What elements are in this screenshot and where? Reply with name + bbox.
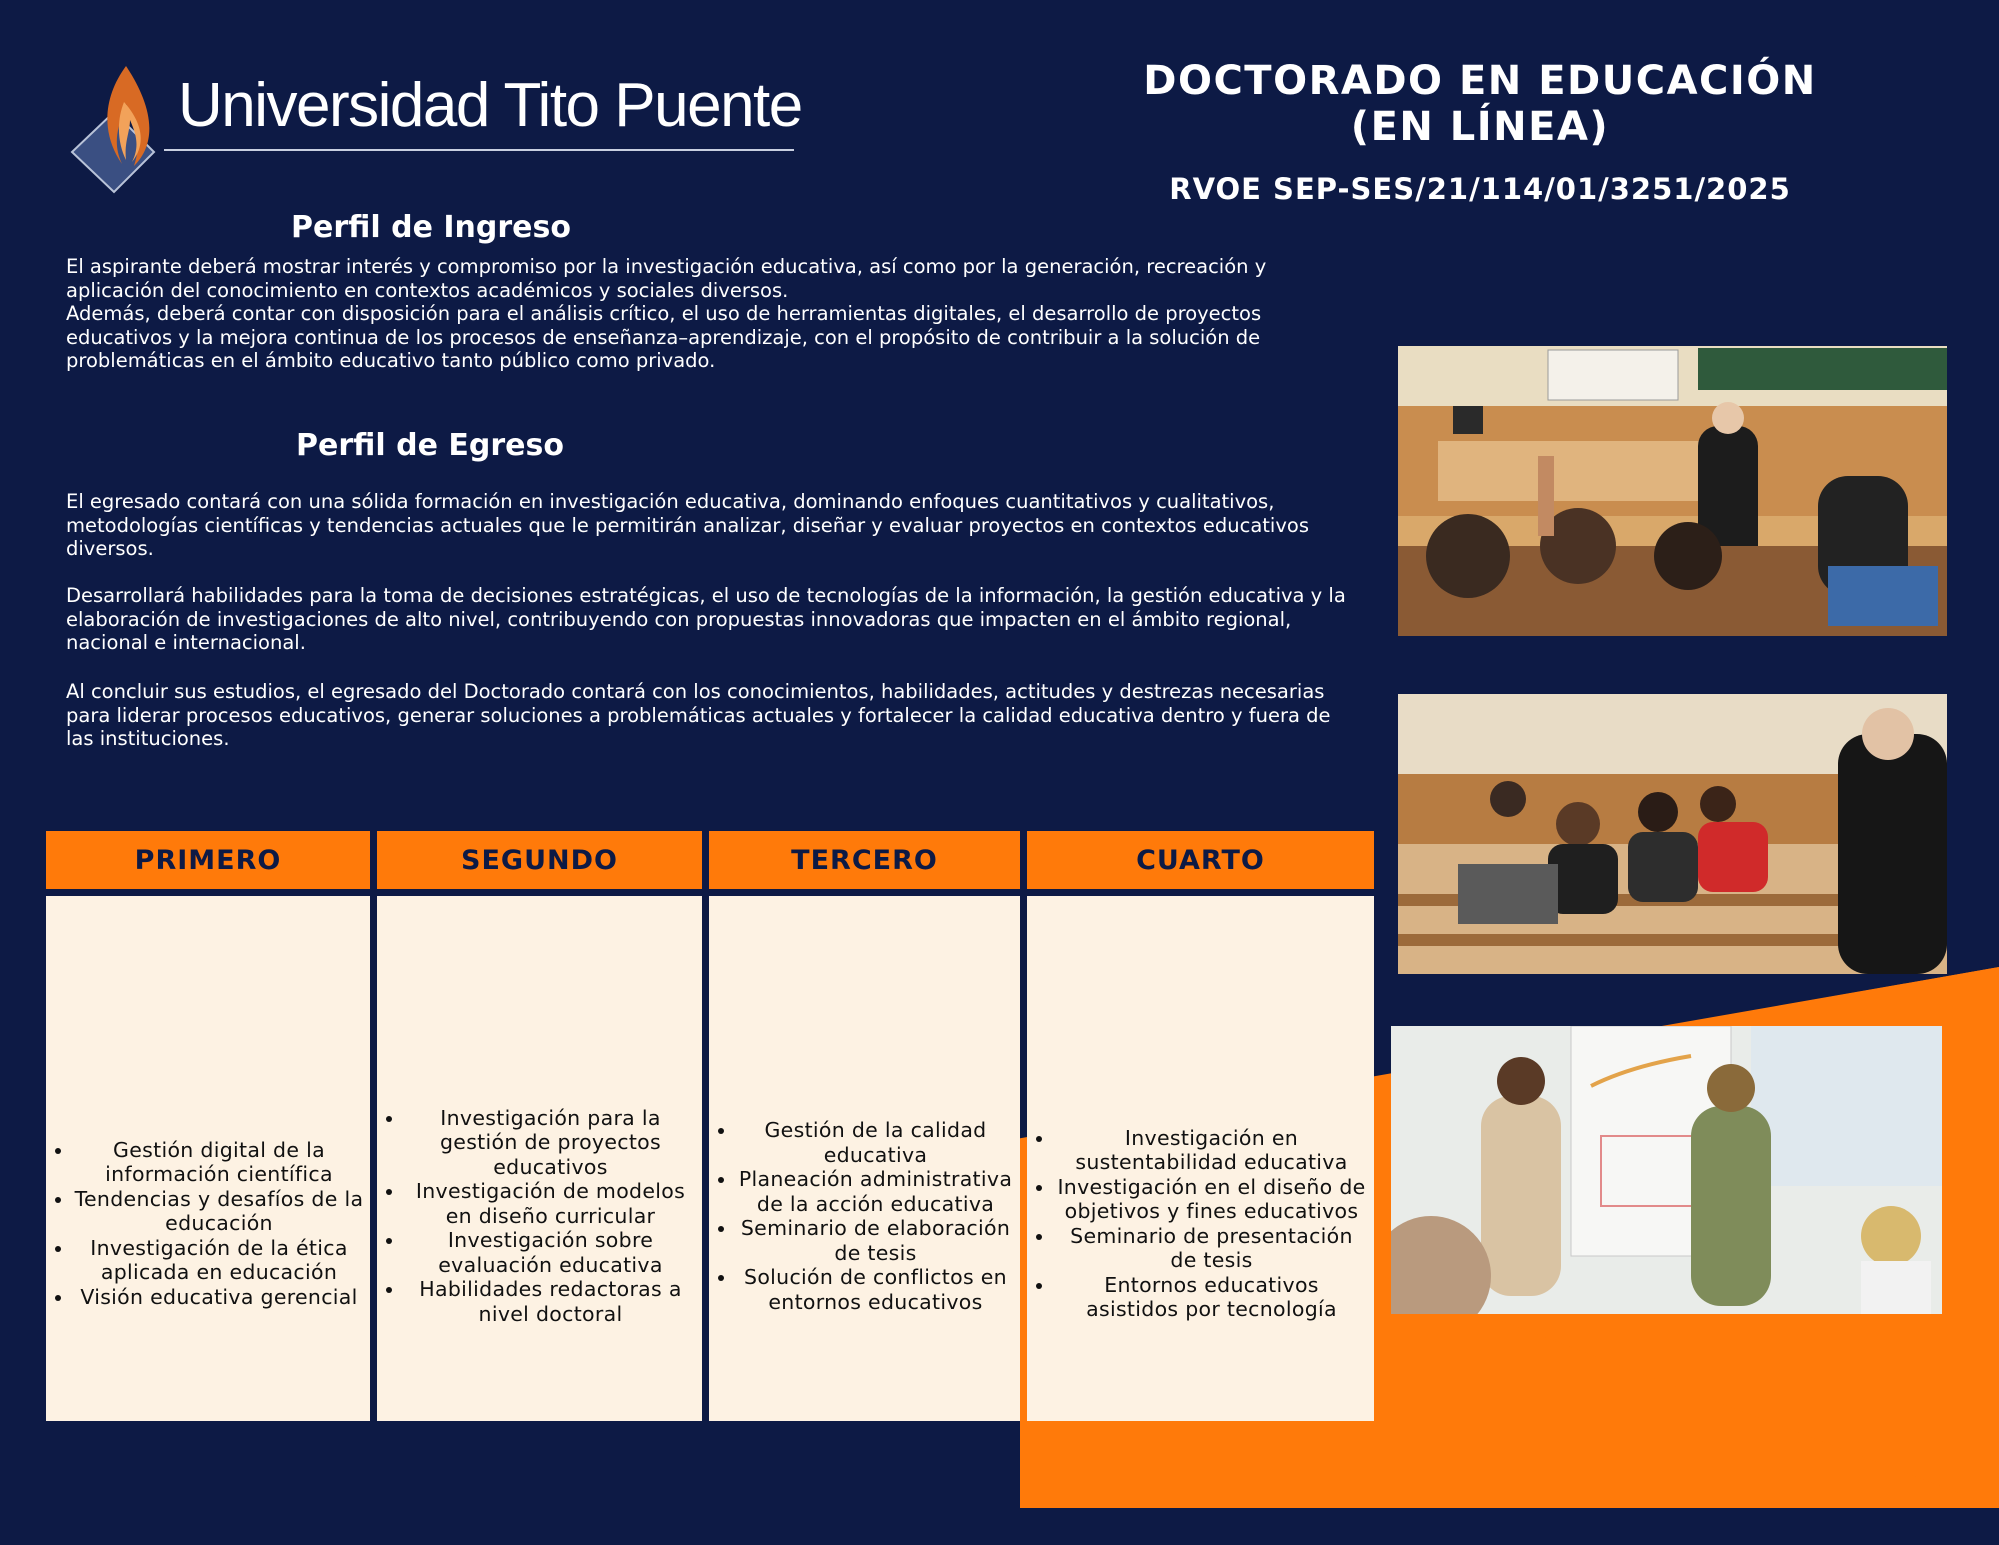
rvoe-code: RVOE SEP-SES/21/114/01/3251/2025 bbox=[1169, 172, 1791, 206]
title-line-2: (EN LÍNEA) bbox=[1350, 104, 1610, 150]
perfil-egreso-paragraph: Desarrollará habilidades para la toma de decisiones estratégicas, el uso de tecnologías de la información, la gestión educativa y la elaboración de investigaciones de alto nivel, contribuyendo con propuestas innovadoras que impacten en el ámbito regional, nacional e internacional. bbox=[66, 584, 1346, 654]
university-name: Universidad Tito Puente bbox=[178, 71, 802, 140]
subject-list bbox=[46, 1008, 370, 1310]
subject-item: • Planeación administrativa de la acción educativa bbox=[737, 1167, 1014, 1216]
semester-card-primero bbox=[46, 896, 370, 1421]
subject-list bbox=[377, 991, 702, 1327]
semester-header-cuarto: CUARTO bbox=[1027, 831, 1374, 889]
subject-item: • Gestión de la calidad educativa bbox=[737, 1118, 1014, 1167]
semester-card-segundo bbox=[377, 896, 702, 1421]
subject-item: • Seminario de presentación de tesis bbox=[1055, 1224, 1368, 1273]
subject-item: • Investigación sobre evaluación educativa bbox=[405, 1228, 696, 1277]
perfil-egreso-paragraph: Al concluir sus estudios, el egresado del Doctorado contará con los conocimientos, habilidades, actitudes y destrezas necesarias para liderar procesos educativos, generar soluciones a problemáticas actuales y fortalecer la calidad educativa dentro y fuera de las instituciones. bbox=[66, 680, 1331, 750]
subject-item: • Investigación en sustentabilidad educativa bbox=[1055, 1126, 1368, 1175]
subject-item: • Investigación de modelos en diseño curricular bbox=[405, 1179, 696, 1228]
subject-item: • Habilidades redactoras a nivel doctoral bbox=[405, 1277, 696, 1326]
university-logo bbox=[64, 62, 804, 202]
subject-item: • Solución de conflictos en entornos educativos bbox=[737, 1265, 1014, 1314]
perfil-ingreso-heading: Perfil de Ingreso bbox=[291, 210, 571, 245]
subject-item: • Visión educativa gerencial bbox=[74, 1285, 364, 1310]
logo-underline bbox=[164, 149, 794, 151]
perfil-ingreso-text: El aspirante deberá mostrar interés y compromiso por la investigación educativa, así como por la generación, recreación y aplicación del conocimiento en contextos académicos y sociales diversos. Además, deberá contar con disposición para el análisis crítico, el uso de herramientas digitales, el desarrollo de proyectos educativos y la mejora continua de los procesos de enseñanza–aprendizaje, con el propósito de contribuir a la solución de problemáticas en el ámbito educativo tanto público como privado. bbox=[66, 255, 1267, 372]
subject-item: • Tendencias y desafíos de la educación bbox=[74, 1187, 364, 1236]
perfil-egreso-paragraph: El egresado contará con una sólida formación en investigación educativa, dominando enfoques cuantitativos y cualitativos, metodologías científicas y tendencias actuales que le permitirán analizar, diseñar y evaluar proyectos en contextos educativos diversos. bbox=[66, 490, 1309, 560]
subject-list bbox=[1027, 996, 1374, 1322]
perfil-egreso-heading: Perfil de Egreso bbox=[296, 428, 564, 463]
subject-item: • Gestión digital de la información científica bbox=[74, 1138, 364, 1187]
subject-item: • Investigación de la ética aplicada en educación bbox=[74, 1236, 364, 1285]
title-line-1: DOCTORADO EN EDUCACIÓN bbox=[1143, 58, 1817, 104]
classroom-photo-whiteboard bbox=[1391, 1026, 1942, 1314]
subject-item: • Seminario de elaboración de tesis bbox=[737, 1216, 1014, 1265]
semester-header-tercero: TERCERO bbox=[709, 831, 1020, 889]
semester-card-cuarto bbox=[1027, 896, 1374, 1421]
subject-list bbox=[709, 1003, 1020, 1314]
classroom-photo-students bbox=[1398, 694, 1947, 974]
subject-item: • Entornos educativos asistidos por tecnología bbox=[1055, 1273, 1368, 1322]
program-title bbox=[1050, 58, 1910, 150]
subject-item: • Investigación para la gestión de proyectos educativos bbox=[405, 1106, 696, 1180]
semester-header-primero: PRIMERO bbox=[46, 831, 370, 889]
semester-header-segundo: SEGUNDO bbox=[377, 831, 702, 889]
subject-item: • Investigación en el diseño de objetivos y fines educativos bbox=[1055, 1175, 1368, 1224]
semester-card-tercero bbox=[709, 896, 1020, 1421]
classroom-photo-raised-hands bbox=[1398, 346, 1947, 636]
